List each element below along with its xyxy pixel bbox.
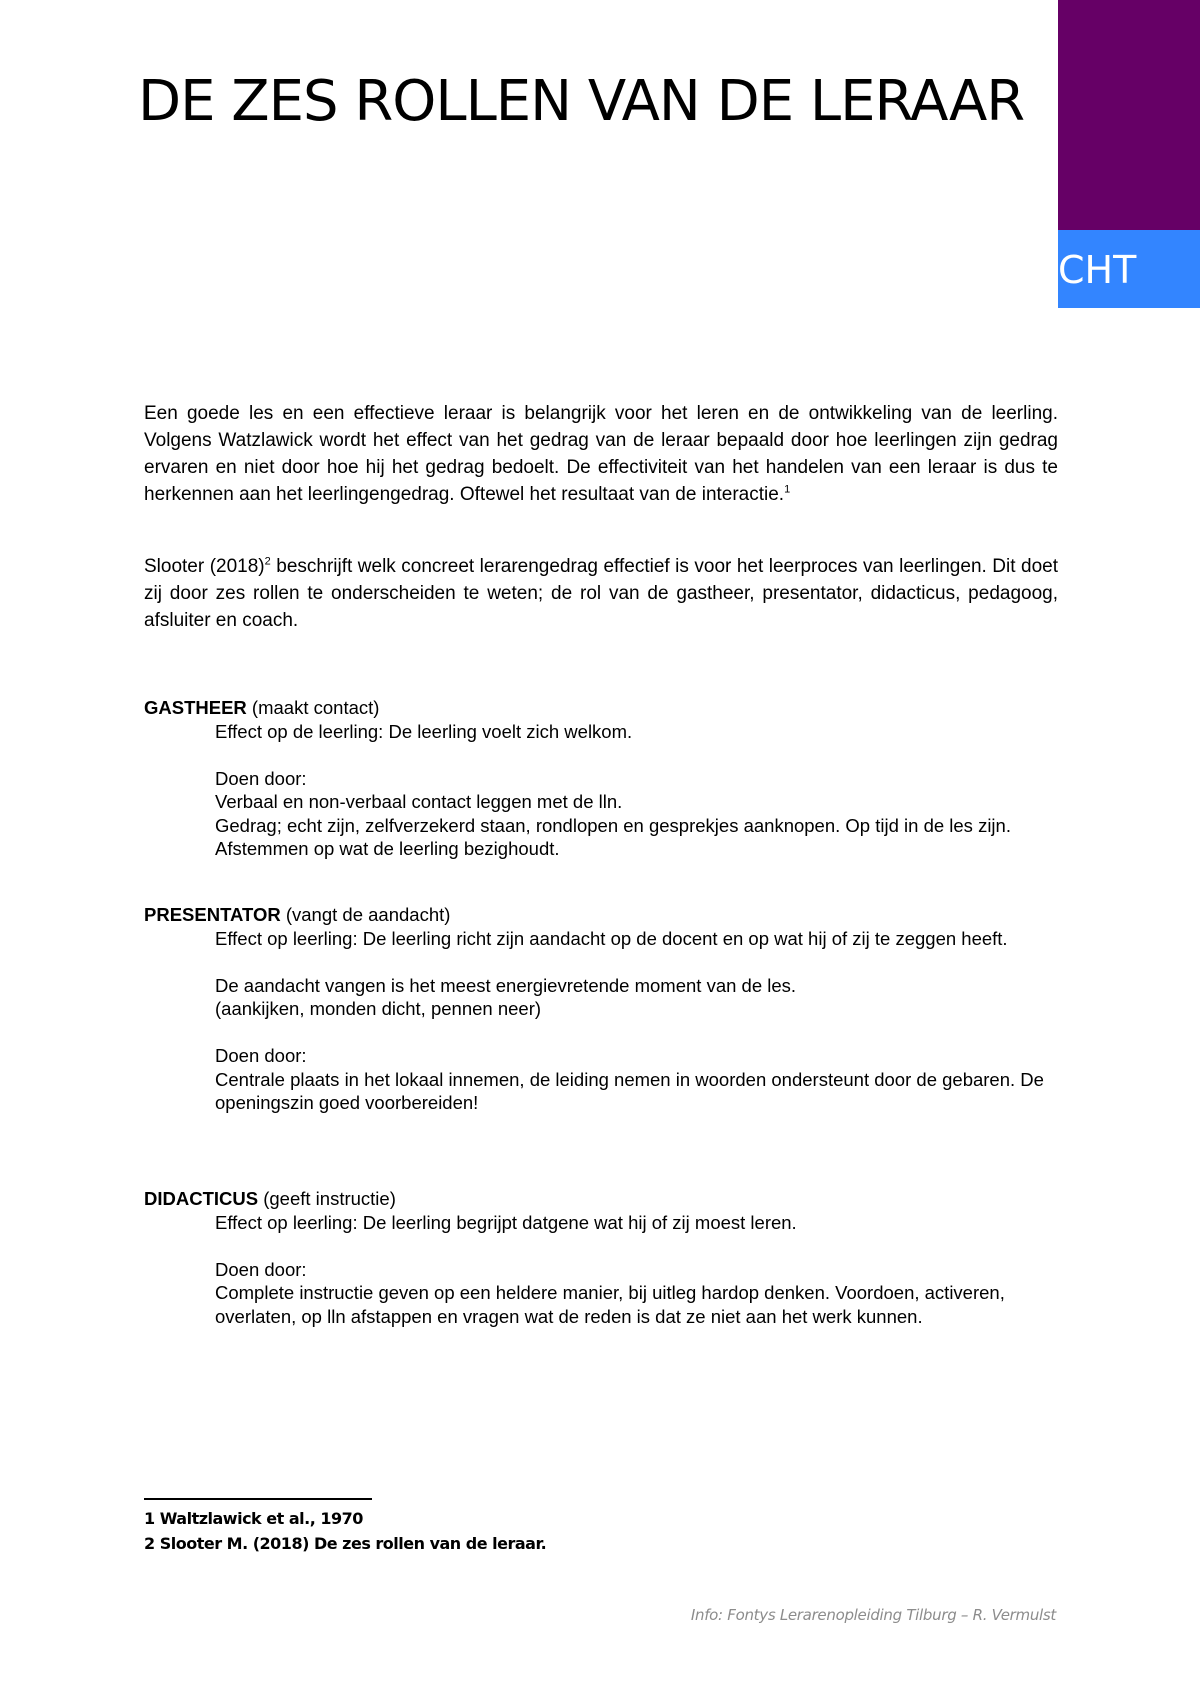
doen-door-item: Gedrag; echt zijn, zelfverzekerd staan, rondlopen en gesprekjes aanknopen. Op tijd in de les zijn. Afstemmen op wat de leerling bezighoudt. [215,814,1011,859]
role-tagline: (geeft instructie) [258,1188,396,1209]
role-section-gastheer [144,696,1044,861]
doen-door-label: Doen door: [215,767,307,789]
intro-paragraph-1 [144,400,1058,508]
footnotes [144,1506,546,1556]
role-name: PRESENTATOR [144,904,281,925]
intro-paragraph-2-rest: beschrijft welk concreet lerarengedrag effectief is voor het leerproces van leerlingen. Dit doet zij door zes rollen te onderscheiden te weten; de rol van de gastheer, presentator, didacticus, pedagoog, afsluiter en coach. [144,556,1058,631]
role-effect: Effect op leerling: De leerling richt zijn aandacht op de docent en op wat hij of zij te zeggen heeft. [215,927,1008,949]
role-section-didacticus [144,1187,1044,1328]
role-heading [144,696,1044,720]
page-title: DE ZES ROLLEN VAN DE LERAAR [138,69,1025,134]
role-details [215,1211,1044,1329]
role-heading [144,903,1044,927]
role-details [215,927,1044,1115]
role-note: De aandacht vangen is het meest energievretende moment van de les. [215,974,797,996]
footnote-ref-1[interactable]: 1 [784,483,791,496]
doen-door-label: Doen door: [215,1258,307,1280]
intro-paragraph-2 [144,553,1058,634]
footnote-ref-2[interactable]: 2 [264,555,271,568]
role-name: GASTHEER [144,697,247,718]
page-footer: Info: Fontys Lerarenopleiding Tilburg – R. Vermulst [690,1606,1056,1624]
role-effect: Effect op leerling: De leerling begrijpt datgene wat hij of zij moest leren. [215,1211,797,1233]
doen-door-item: Verbaal en non-verbaal contact leggen met de lln. [215,791,623,812]
role-name: DIDACTICUS [144,1188,259,1209]
role-details [215,720,1044,861]
footnote-2: 2 Slooter M. (2018) De zes rollen van de leraar. [144,1534,547,1553]
footnote-divider [144,1498,372,1500]
role-tagline: (vangt de aandacht) [280,904,451,925]
role-note: (aankijken, monden dicht, pennen neer) [215,998,542,1019]
doen-door-label: Doen door: [215,1045,307,1066]
purple-decorative-bar [1058,0,1200,230]
role-effect: Effect op de leerling: De leerling voelt zich welkom. [215,720,633,742]
role-tagline: (maakt contact) [246,697,380,718]
role-heading [144,1187,1044,1211]
footnote-1: 1 Waltzlawick et al., 1970 [144,1509,363,1528]
intro-paragraph-2-start: Slooter (2018) [144,556,265,577]
intro-paragraph-1-text: Een goede les en een effectieve leraar is belangrijk voor het leren en de ontwikkeling van de leerling. Volgens Watzlawick wordt het effect van het gedrag van de leraar bepaald door hoe leerlingen zijn gedrag ervaren en niet door hoe hij het gedrag bedoelt. De effectiviteit van het handelen van een leraar is dus te herkennen aan het leerlingengedrag. Oftewel het resultaat van de interactie. [144,403,1058,505]
side-tab-text: CHT [1058,248,1137,292]
blue-decorative-tab [1058,230,1200,308]
doen-door-item: Centrale plaats in het lokaal innemen, de leiding nemen in woorden ondersteunt door de gebaren. De openingszin goed voorbereiden! [215,1068,1044,1113]
role-section-presentator [144,903,1044,1115]
doen-door-item: Complete instructie geven op een heldere manier, bij uitleg hardop denken. Voordoen, activeren, overlaten, op lln afstappen en vragen wat de reden is dat ze niet aan het werk kunnen. [215,1282,1005,1327]
